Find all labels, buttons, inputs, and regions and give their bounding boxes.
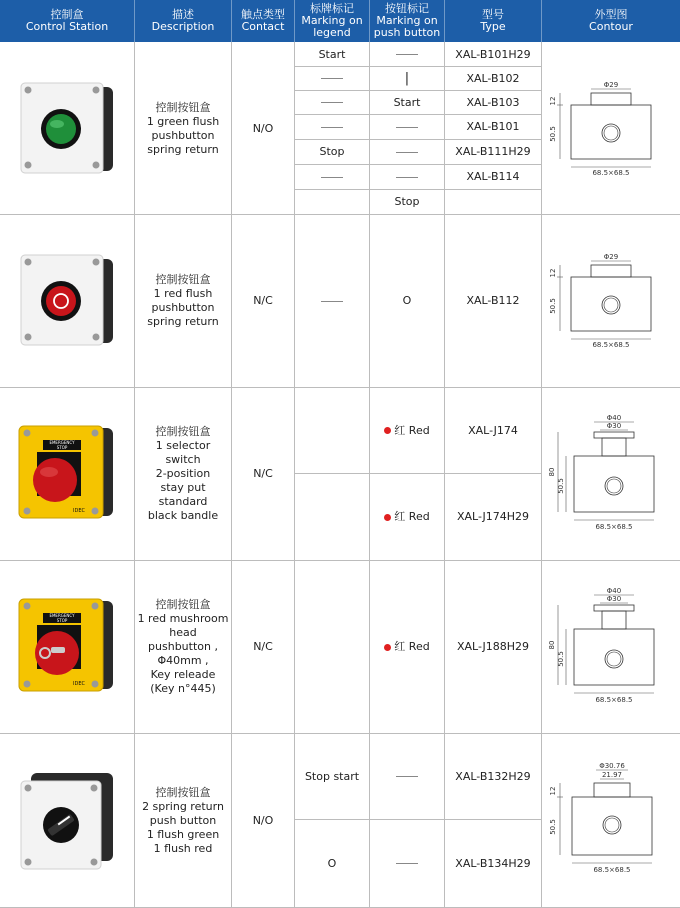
- type-cell: XAL-B132H29: [455, 769, 531, 783]
- dim-bottom: 68.5×68.5: [595, 523, 633, 531]
- type-cell: XAL-J188H29: [456, 640, 530, 653]
- description-line: 控制按钮盒: [155, 425, 211, 438]
- dim-top: Φ29: [603, 253, 619, 261]
- dash: [321, 127, 343, 128]
- contour-drawing: [542, 215, 680, 387]
- push-cell: [370, 474, 444, 560]
- header-en: Control Station: [25, 20, 109, 33]
- red-dot-icon: [384, 644, 391, 651]
- legend-cell: [295, 215, 369, 387]
- device-image-selector: [0, 734, 134, 907]
- green-pushbutton-station-icon: [17, 79, 117, 179]
- push-marking: 红 Red: [394, 423, 430, 437]
- dash: [396, 54, 418, 55]
- description-line: 1 selector: [155, 439, 211, 452]
- push-cell: [370, 115, 444, 139]
- dim-bottom: 68.5×68.5: [592, 341, 630, 349]
- dash: [321, 301, 343, 302]
- contour-mushroom-icon: [546, 414, 676, 534]
- header-en: legend: [313, 26, 351, 39]
- description-line: push button: [149, 813, 217, 827]
- contour-drawing: [542, 734, 680, 907]
- dash: [396, 863, 418, 864]
- push-cell: O: [402, 294, 412, 307]
- header-en: Description: [151, 20, 215, 33]
- header-legend: [295, 0, 370, 42]
- description-line: (Key n°445): [150, 682, 216, 695]
- dim-top: Φ30: [606, 595, 622, 603]
- push-cell: Start: [393, 95, 421, 109]
- legend-cell: [295, 165, 369, 189]
- contact-type: N/O: [252, 813, 274, 827]
- type-cell: XAL-B114: [466, 170, 520, 183]
- description: [135, 388, 231, 560]
- selector-switch-station-icon: [17, 769, 117, 873]
- push-cell: [370, 388, 444, 473]
- dash: [396, 776, 418, 777]
- dash: [321, 78, 343, 79]
- push-marking: 红 Red: [394, 510, 430, 523]
- dash: [321, 102, 343, 103]
- push-cell: [370, 165, 444, 189]
- header-cn: 标牌标记: [310, 2, 354, 15]
- contact-type: N/C: [253, 294, 273, 307]
- device-image-key-release: [0, 561, 134, 733]
- header-contour: [542, 0, 680, 42]
- legend-cell: O: [327, 856, 337, 870]
- push-cell: [370, 734, 444, 819]
- type-cell: XAL-B112: [466, 294, 520, 307]
- description: [135, 561, 231, 733]
- push-cell: |: [404, 70, 410, 86]
- legend-cell: Stop: [319, 145, 345, 158]
- description-line: 控制按钮盒: [155, 273, 211, 286]
- header-en: Type: [480, 20, 506, 33]
- header-cn: 描述: [172, 8, 194, 21]
- description-line: 1 red mushroom: [137, 612, 229, 625]
- type-cell: XAL-B134H29: [455, 856, 531, 870]
- header-cn: 外型图: [594, 8, 628, 21]
- dim-top: Φ30.76: [599, 761, 625, 770]
- red-dot-icon: [384, 514, 391, 521]
- contour-drawing: [542, 388, 680, 560]
- dim-side: 50.5: [549, 125, 557, 142]
- description-line: standard: [158, 495, 208, 508]
- dim-top: Φ40: [606, 414, 622, 422]
- type-cell: XAL-B111H29: [455, 145, 531, 158]
- header-cn: 型号: [482, 8, 504, 21]
- description-line: 2-position: [155, 467, 211, 480]
- dim-side: 50.5: [557, 478, 565, 494]
- legend-cell: Stop start: [304, 769, 360, 783]
- description-line: Φ40mm ,: [157, 654, 209, 667]
- header-control-station: [0, 0, 135, 42]
- description-line: 1 green flush: [146, 114, 220, 128]
- contour-mushroom-icon: [546, 587, 676, 707]
- dash: [396, 127, 418, 128]
- brand-label: IDEC: [73, 681, 85, 687]
- description-line: black bandle: [147, 509, 219, 522]
- dim-top: 21.97: [601, 770, 623, 779]
- description: [135, 734, 231, 907]
- device-image-green-button: [0, 43, 134, 214]
- description-line: pushbutton: [151, 301, 215, 314]
- dim-bottom: 68.5×68.5: [592, 168, 630, 177]
- push-marking: 红 Red: [394, 640, 430, 653]
- emergency-label: EMERGENCY: [49, 613, 75, 618]
- type-cell: XAL-J174H29: [456, 510, 530, 523]
- emergency-label: STOP: [56, 445, 68, 450]
- dim-top: Φ30: [606, 422, 622, 430]
- description-line: Key releade: [150, 668, 216, 681]
- contour-drawing: [542, 561, 680, 733]
- emergency-label: EMERGENCY: [49, 440, 75, 445]
- header-en: Contact: [241, 20, 285, 33]
- description-line: spring return: [147, 142, 219, 156]
- header-cn: 按钮标记: [385, 2, 429, 15]
- key-release-station-icon: [15, 595, 119, 699]
- header-cn: 控制盒: [50, 8, 84, 21]
- header-contact: [232, 0, 295, 42]
- dash: [396, 177, 418, 178]
- header-description: [135, 0, 232, 42]
- header-en: Marking on: [376, 14, 438, 27]
- header-en: push button: [373, 26, 441, 39]
- contact-type: N/C: [253, 467, 273, 480]
- dim-bottom: 68.5×68.5: [593, 865, 631, 874]
- emergency-stop-station-icon: [15, 422, 119, 526]
- red-dot-icon: [384, 427, 391, 434]
- type-cell: XAL-J174: [468, 423, 518, 437]
- dim-side: 12: [549, 786, 557, 795]
- type-cell: XAL-B101: [466, 120, 520, 133]
- description-line: 2 spring return: [142, 799, 224, 813]
- type-cell: XAL-B101H29: [455, 47, 531, 61]
- legend-cell: [295, 91, 369, 114]
- header-en: Marking on: [301, 14, 363, 27]
- legend-cell: Start: [318, 47, 346, 61]
- push-cell: [370, 140, 444, 164]
- push-cell: Stop: [394, 195, 420, 208]
- description-line: spring return: [147, 315, 219, 328]
- description-line: stay put: [160, 481, 206, 494]
- dim-side: 80: [548, 640, 556, 650]
- description-line: 控制按钮盒: [155, 598, 211, 611]
- description-line: pushbutton ,: [148, 640, 218, 653]
- header-type: [445, 0, 542, 42]
- dim-side: 50.5: [549, 298, 557, 314]
- dim-side: 50.5: [557, 651, 565, 667]
- description-line: head: [169, 626, 197, 639]
- description-line: 控制按钮盒: [155, 100, 211, 114]
- legend-cell: [295, 115, 369, 139]
- dim-top: Φ29: [603, 80, 619, 89]
- dash: [321, 177, 343, 178]
- contour-drawing: [542, 43, 680, 214]
- contour-flush-icon: [546, 251, 676, 351]
- header-push-button: [370, 0, 445, 42]
- header-cn: 触点类型: [241, 8, 285, 21]
- emergency-label: STOP: [56, 618, 68, 623]
- description: [135, 215, 231, 387]
- header-en: Contour: [589, 20, 633, 33]
- device-image-emergency-stop: [0, 388, 134, 560]
- dim-side: 12: [549, 96, 557, 105]
- dim-side: 50.5: [549, 818, 557, 835]
- dim-side: 80: [548, 467, 556, 477]
- type-cell: XAL-B103: [466, 95, 520, 109]
- description-line: pushbutton: [151, 128, 215, 142]
- type-cell: XAL-B102: [466, 71, 520, 85]
- description-line: 1 red flush: [153, 287, 213, 300]
- description: [135, 43, 231, 214]
- dim-bottom: 68.5×68.5: [595, 696, 633, 704]
- dim-top: Φ40: [606, 587, 622, 595]
- dim-side: 12: [549, 268, 557, 278]
- dash: [396, 152, 418, 153]
- description-line: 控制按钮盒: [155, 785, 211, 799]
- push-cell: [370, 820, 444, 907]
- contour-flush-icon: [546, 79, 676, 179]
- push-cell: [370, 561, 444, 733]
- contact-type: N/O: [252, 121, 274, 135]
- description-line: switch: [165, 453, 201, 466]
- brand-label: IDEC: [73, 508, 85, 514]
- contact-type: N/C: [253, 640, 273, 653]
- device-image-red-button: [0, 215, 134, 387]
- push-cell: [370, 43, 444, 66]
- red-pushbutton-station-icon: [17, 251, 117, 351]
- contour-selector-icon: [546, 761, 676, 881]
- description-line: 1 flush red: [153, 841, 213, 855]
- description-line: 1 flush green: [146, 827, 220, 841]
- legend-cell: [295, 67, 369, 90]
